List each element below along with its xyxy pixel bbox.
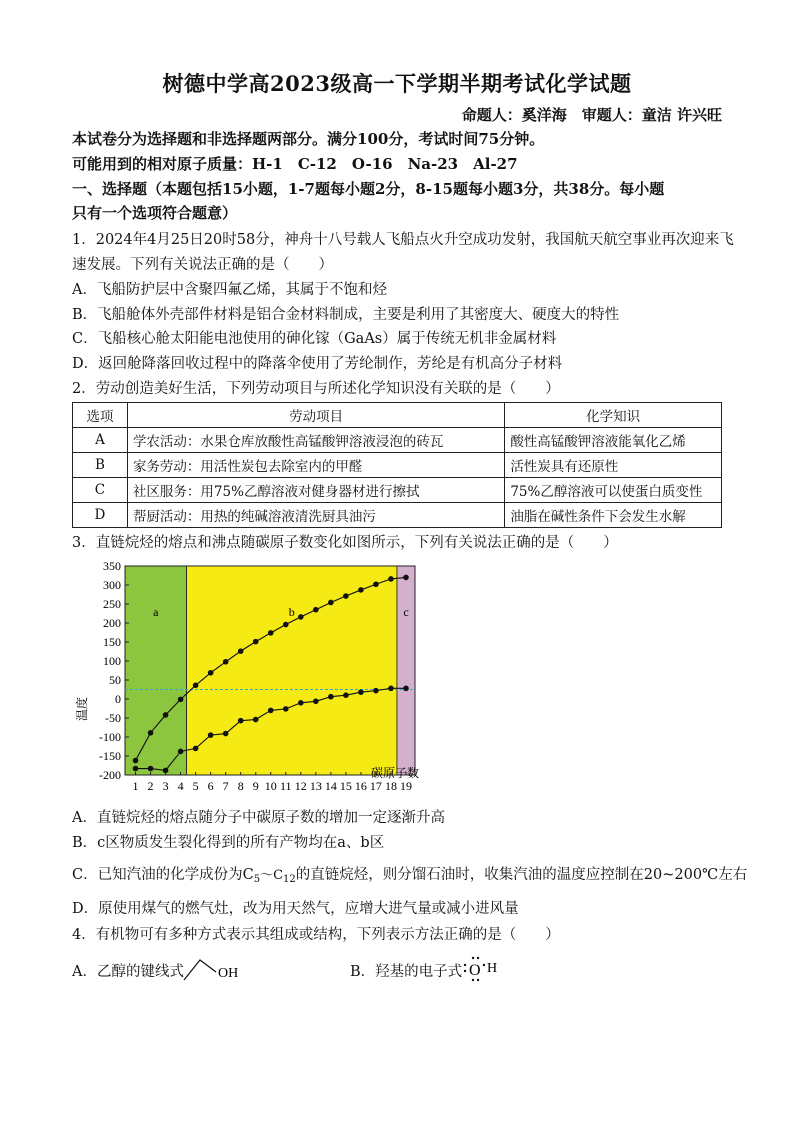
section-heading-1: 一、选择题（本题包括15小题，1-7题每小题2分，8-15题每小题3分，共38分。每小题 <box>72 180 665 198</box>
table-cell: 油脂在碱性条件下会发生水解 <box>505 503 722 528</box>
y-tick-label: 0 <box>115 692 121 706</box>
q2-table <box>72 402 722 528</box>
table-cell: 学农活动：水果仓库放酸性高锰酸钾溶液浸泡的砖瓦 <box>127 428 504 453</box>
x-tick-label: 5 <box>192 779 199 793</box>
x-tick-label: 9 <box>252 779 259 793</box>
region-b <box>187 566 397 775</box>
data-point <box>373 688 379 694</box>
page-title: 树德中学高2023级高一下学期半期考试化学试题 <box>162 71 632 96</box>
y-tick-label: 350 <box>103 559 121 573</box>
ethanol-skeletal-formula <box>182 950 252 984</box>
intro-line-2: 可能用到的相对原子质量：H-1 C-12 O-16 Na-23 Al-27 <box>72 155 518 173</box>
y-tick-label: -150 <box>99 749 121 763</box>
data-point <box>328 694 334 700</box>
x-tick-label: 8 <box>237 779 244 793</box>
region-label: a <box>153 605 159 619</box>
electron-dot <box>464 970 466 972</box>
hydroxyl-o-text: O <box>469 962 481 979</box>
table-cell: 社区服务：用75%乙醇溶液对健身器材进行擦拭 <box>127 478 504 503</box>
data-point <box>238 718 244 724</box>
region-label: b <box>288 605 295 619</box>
q1-option-b: B．飞船舱体外壳部件材料是铝合金材料制成，主要是利用了其密度大、硬度大的特性 <box>72 307 620 323</box>
data-point <box>328 600 334 606</box>
q1-stem-1: 1．2024年4月25日20时58分，神舟十八号载人飞船点火升空成功发射，我国航天航空事业再次迎来飞 <box>72 232 734 248</box>
y-tick-label: -200 <box>99 768 121 782</box>
y-tick-label: 50 <box>109 673 121 687</box>
x-tick-label: 13 <box>309 779 322 793</box>
data-point <box>403 575 409 581</box>
q3-option-c <box>72 864 747 891</box>
q3-option-d: D．原使用煤气的燃气灶，改为用天然气，应增大进气量或减小进风量 <box>72 901 519 917</box>
q1-option-d: D．返回舱降落回收过程中的降落伞使用了芳纶制作，芳纶是有机高分子材料 <box>72 356 563 372</box>
q3-c-post: 的直链烷烃，则分馏石油时，收集汽油的温度应控制在20~200℃左右 <box>295 867 748 883</box>
x-tick-label: 10 <box>264 779 277 793</box>
x-tick-label: 15 <box>339 779 352 793</box>
table-cell: B <box>73 453 128 478</box>
data-point <box>133 766 139 772</box>
x-tick-label: 11 <box>279 779 292 793</box>
electron-dot <box>477 979 479 981</box>
q3-c-tilde: ～C <box>260 868 284 883</box>
authors-line: 命题人：奚洋海 审题人：童洁 许兴旺 <box>461 106 722 124</box>
q3-stem: 3．直链烷烃的熔点和沸点随碳原子数变化如图所示，下列有关说法正确的是（ ） <box>72 535 618 551</box>
q3-c-pre: C．已知汽油的化学成份为C <box>72 867 254 883</box>
table-header-row <box>73 403 722 428</box>
x-tick-label: 14 <box>324 779 337 793</box>
x-tick-label: 19 <box>399 779 412 793</box>
table-cell: 酸性高锰酸钾溶液能氧化乙烯 <box>505 428 722 453</box>
q3-c-sub1: 5 <box>253 874 261 885</box>
data-point <box>388 686 394 692</box>
table-header: 选项 <box>73 403 128 428</box>
data-point <box>208 732 214 738</box>
y-tick-label: 200 <box>103 616 121 630</box>
q1-stem-2: 速发展。下列有关说法正确的是（ ） <box>72 257 333 273</box>
ethanol-oh-text: OH <box>218 966 239 981</box>
table-cell: A <box>73 428 128 453</box>
electron-dot <box>472 979 474 981</box>
x-tick-label: 18 <box>384 779 397 793</box>
x-tick-label: 3 <box>162 779 169 793</box>
table-header: 劳动项目 <box>127 403 504 428</box>
data-point <box>193 746 199 752</box>
q3-option-b: B．c区物质发生裂化得到的所有产物均在a、b区 <box>72 835 385 851</box>
section-heading-2: 只有一个选项符合题意） <box>72 204 238 222</box>
data-point <box>373 581 379 587</box>
electron-dot <box>477 957 479 959</box>
region-label: c <box>403 605 409 619</box>
electron-dot <box>472 957 474 959</box>
data-point <box>163 712 169 718</box>
ethanol-bond-line <box>184 960 216 980</box>
melting-boiling-chart <box>72 556 432 806</box>
q2-stem: 2．劳动创造美好生活，下列劳动项目与所述化学知识没有关联的是（ ） <box>72 381 560 397</box>
data-point <box>253 639 259 645</box>
data-point <box>313 698 319 704</box>
table-cell: 家务劳动：用活性炭包去除室内的甲醛 <box>127 453 504 478</box>
intro-line-1: 本试卷分为选择题和非选择题两部分。满分100分，考试时间75分钟。 <box>72 130 545 148</box>
x-tick-label: 16 <box>354 779 367 793</box>
data-point <box>208 670 214 676</box>
electron-dot <box>483 964 485 966</box>
data-point <box>193 683 199 689</box>
data-point <box>343 692 349 698</box>
hydroxyl-electron-formula <box>460 950 510 984</box>
data-point <box>148 766 154 772</box>
table-cell: C <box>73 478 128 503</box>
table-row <box>73 453 722 478</box>
x-axis-label: 碳原子数 <box>370 766 419 780</box>
data-point <box>298 614 304 620</box>
q4-stem: 4．有机物可有多种方式表示其组成或结构，下列表示方法正确的是（ ） <box>72 927 560 943</box>
data-point <box>178 749 184 755</box>
data-point <box>283 622 289 628</box>
region-a <box>125 566 187 775</box>
data-point <box>268 630 274 636</box>
region-c <box>397 566 415 775</box>
data-point <box>178 697 184 703</box>
q4-option-b-label: B．羟基的电子式 <box>350 964 463 980</box>
y-tick-label: -50 <box>105 711 121 725</box>
table-row <box>73 428 722 453</box>
x-tick-label: 4 <box>177 779 184 793</box>
q1-option-c: C．飞船核心舱太阳能电池使用的砷化镓（GaAs）属于传统无机非金属材料 <box>72 331 557 347</box>
data-point <box>403 686 409 692</box>
table-cell: 75%乙醇溶液可以使蛋白质变性 <box>505 478 722 503</box>
x-tick-label: 6 <box>207 779 214 793</box>
data-point <box>298 700 304 706</box>
y-tick-label: 300 <box>103 578 121 592</box>
table-cell: 帮厨活动：用热的纯碱溶液清洗厨具油污 <box>127 503 504 528</box>
q3-c-sub2: 12 <box>283 874 296 885</box>
x-tick-label: 2 <box>147 779 154 793</box>
y-axis-label: 温度 <box>75 696 89 722</box>
data-point <box>223 731 229 737</box>
data-point <box>238 648 244 654</box>
data-point <box>253 717 259 723</box>
x-tick-label: 17 <box>369 779 382 793</box>
y-tick-label: -100 <box>99 730 121 744</box>
table-header: 化学知识 <box>505 403 722 428</box>
x-tick-label: 12 <box>294 779 307 793</box>
table-row <box>73 478 722 503</box>
data-point <box>148 730 154 736</box>
data-point <box>358 587 364 593</box>
data-point <box>223 659 229 665</box>
y-tick-label: 250 <box>103 597 121 611</box>
data-point <box>283 706 289 712</box>
table-cell: 活性炭具有还原性 <box>505 453 722 478</box>
q3-option-a: A．直链烷烃的熔点随分子中碳原子数的增加一定逐渐升高 <box>72 810 445 826</box>
table-row <box>73 503 722 528</box>
x-tick-label: 7 <box>222 779 229 793</box>
q1-option-a: A．飞船防护层中含聚四氟乙烯，其属于不饱和烃 <box>72 282 387 298</box>
data-point <box>343 593 349 599</box>
x-tick-label: 1 <box>132 779 139 793</box>
q4-option-a-label: A．乙醇的键线式 <box>72 964 184 980</box>
data-point <box>388 576 394 582</box>
y-tick-label: 100 <box>103 654 121 668</box>
table-cell: D <box>73 503 128 528</box>
data-point <box>163 768 169 774</box>
hydroxyl-h-text: H <box>487 961 498 976</box>
y-tick-label: 150 <box>103 635 121 649</box>
data-point <box>268 708 274 714</box>
data-point <box>133 758 139 764</box>
electron-dot <box>464 964 466 966</box>
data-point <box>358 689 364 695</box>
data-point <box>313 607 319 613</box>
